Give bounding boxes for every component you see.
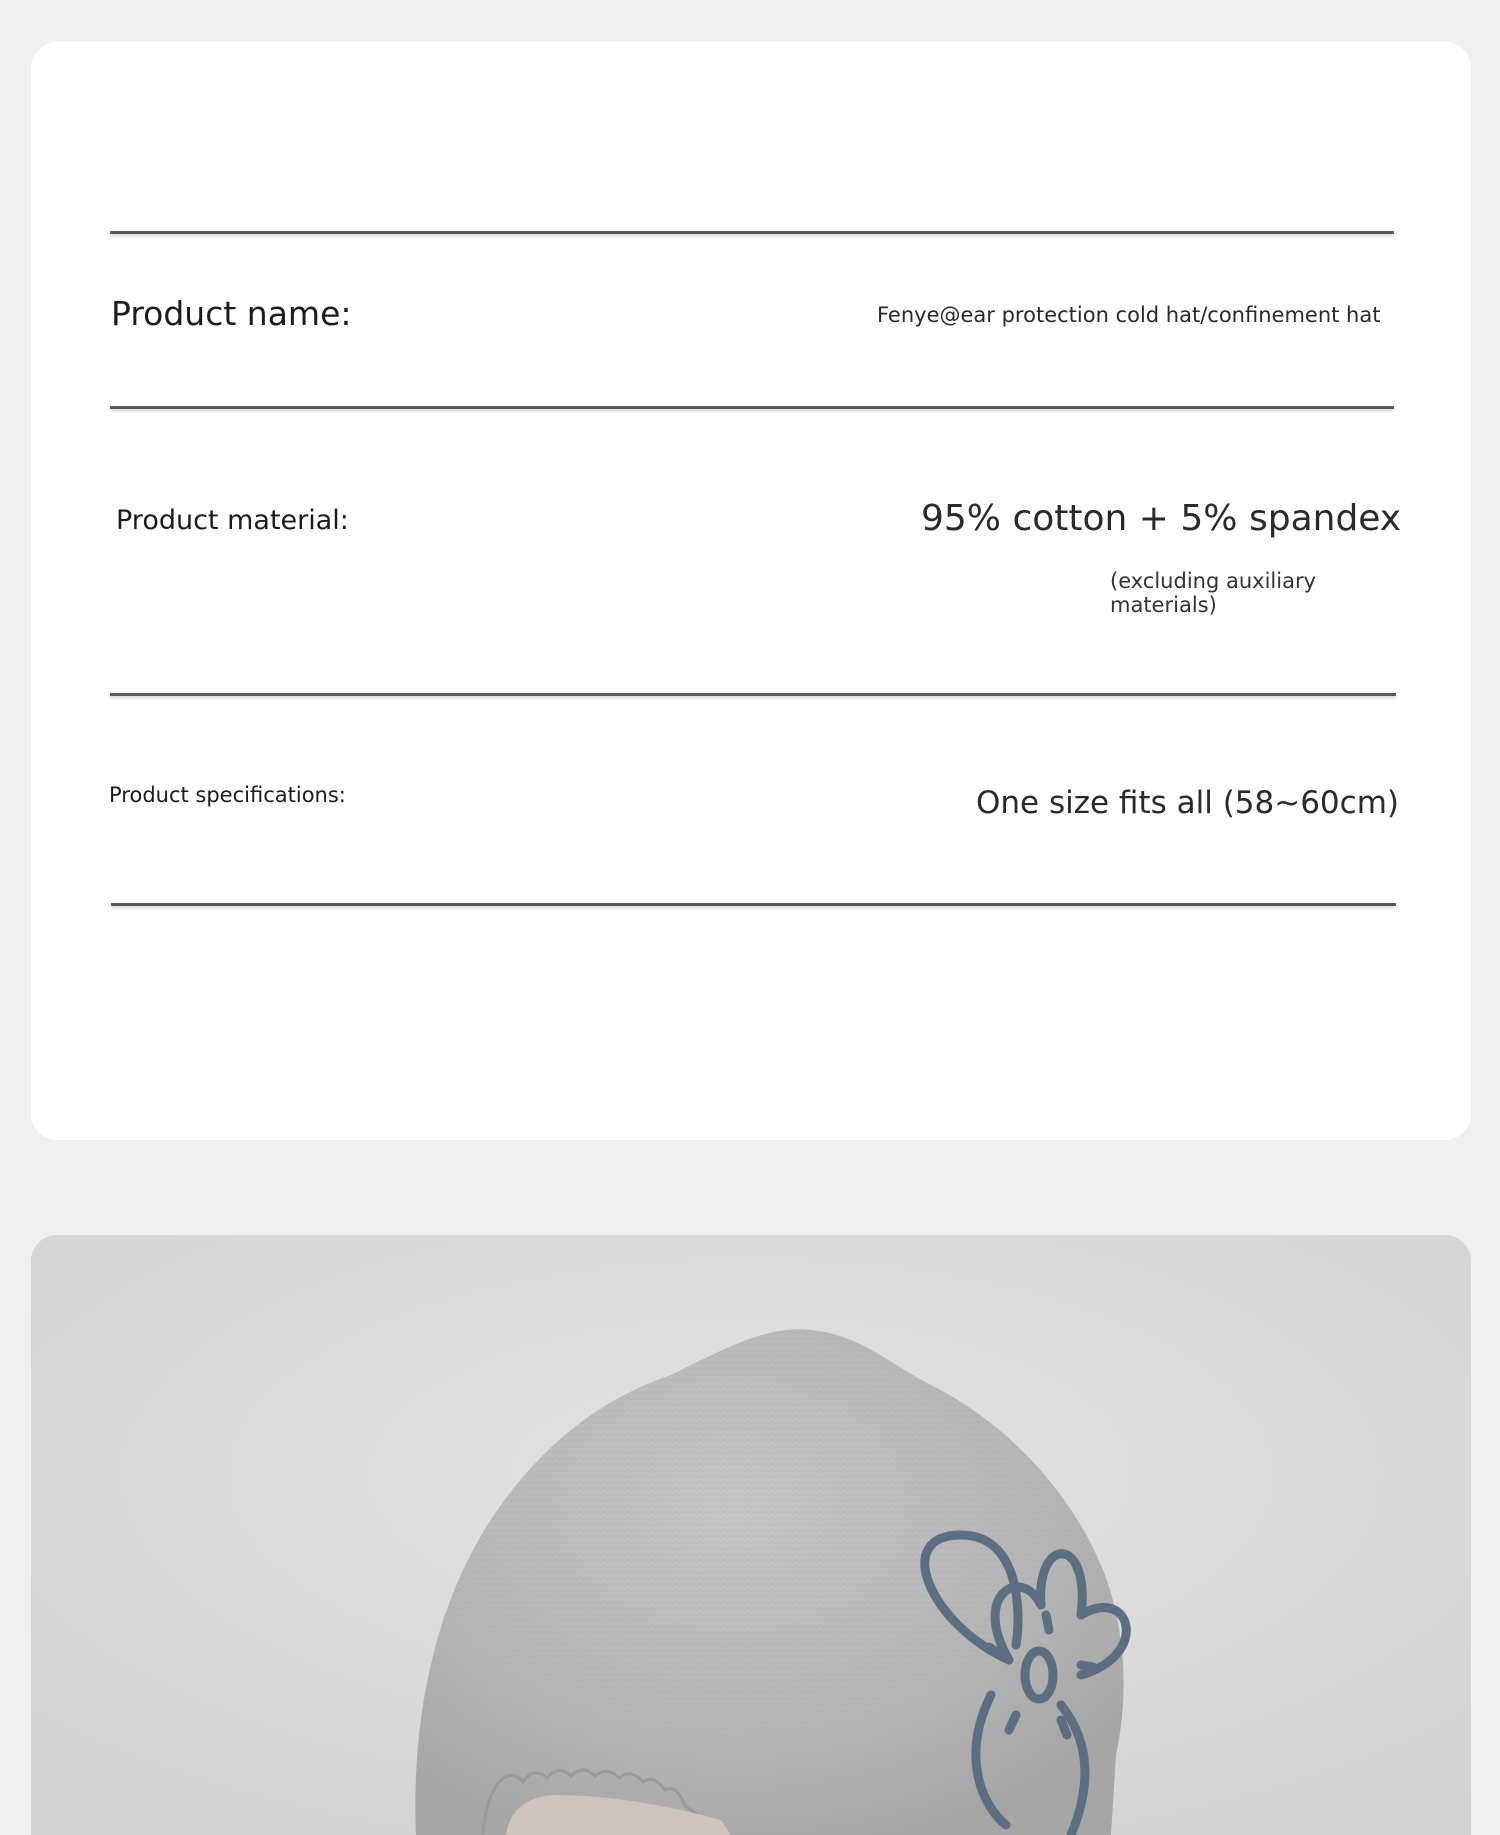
hat-photo-illustration (31, 1235, 1471, 1835)
divider-material (110, 693, 1396, 696)
divider-top (110, 231, 1394, 234)
material-note-line1: (excluding auxiliary (1110, 569, 1317, 593)
product-material-label: Product material: (116, 505, 349, 536)
product-material-value: 95% cotton + 5% spandex (921, 498, 1402, 539)
spec-card (31, 42, 1471, 1140)
product-name-value: Fenye@ear protection cold hat/confinement hat (877, 303, 1381, 327)
product-spec-value: One size fits all (58~60cm) (976, 785, 1399, 821)
product-spec-label: Product specifications: (109, 783, 346, 807)
product-name-label: Product name: (111, 294, 352, 333)
product-photo (31, 1235, 1471, 1835)
divider-bottom (111, 903, 1396, 906)
divider-name (110, 406, 1394, 409)
material-note-line2: materials) (1110, 593, 1217, 617)
